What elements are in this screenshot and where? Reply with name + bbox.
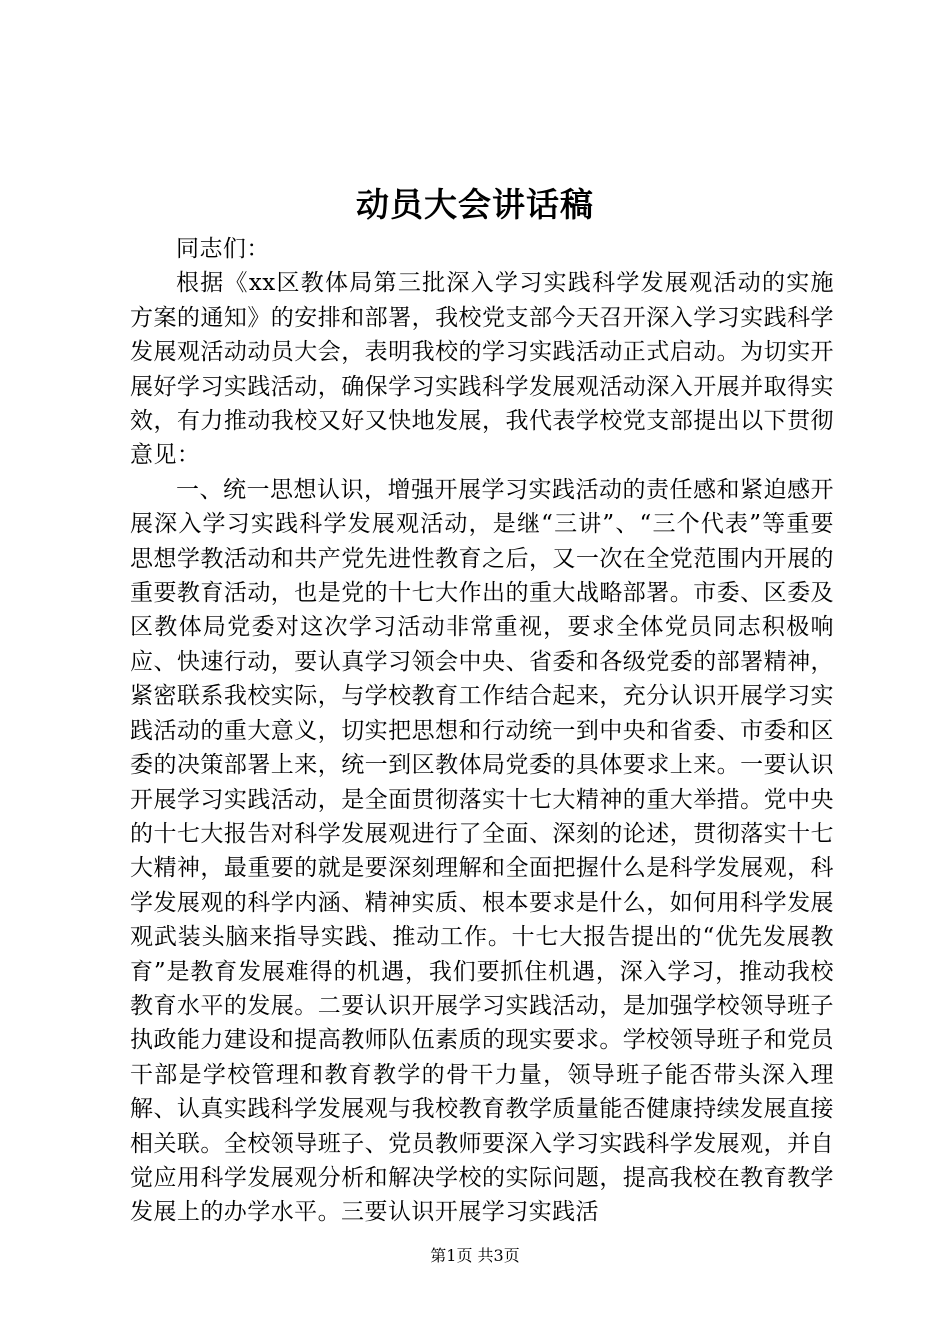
salutation-paragraph: 同志们： [176,236,270,262]
document-title: 动员大会讲话稿 [356,185,594,224]
document-body [130,232,834,1230]
intro-paragraph: 根据《xx区教体局第三批深入学习实践科学发展观活动的实施方案的通知》的安排和部署，我校党支部今天召开深入学习实践科学发展观活动动员大会，表明我校的学习实践活动正式启动。为切实开展好学习实践活动，确保学习实践科学发展观活动深入开展并取得实效，有力推动我校又好又快地发展，我代表学校党支部提出以下贯彻意见： [130,270,834,469]
page-footer: 第1页 共3页 [430,1246,520,1265]
section-one-paragraph: 一、统一思想认识，增强开展学习实践活动的责任感和紧迫感开展深入学习实践科学发展观活动，是继“三讲”、“三个代表”等重要思想学教活动和共产党先进性教育之后，又一次在全党范围内开展的重要教育活动，也是党的十七大作出的重大战略部署。市委、区委及区教体局党委对这次学习活动非常重视，要求全体党员同志积极响应、快速行动，要认真学习领会中央、省委和各级党委的部署精神，紧密联系我校实际，与学校教育工作结合起来，充分认识开展学习实践活动的重大意义，切实把思想和行动统一到中央和省委、市委和区委的决策部署上来，统一到区教体局党委的具体要求上来。一要认识开展学习实践活动，是全面贯彻落实十七大精神的重大举措。党中央的十七大报告对科学发展观进行了全面、深刻的论述，贯彻落实十七大精神，最重要的就是要深刻理解和全面把握什么是科学发展观，科学发展观的科学内涵、精神实质、根本要求是什么，如何用科学发展观武装头脑来指导实践、推动工作。十七大报告提出的“优先发展教育”是教育发展难得的机遇，我们要抓住机遇，深入学习，推动我校教育水平的发展。二要认识开展学习实践活动，是加强学校领导班子执政能力建设和提高教师队伍素质的现实要求。学校领导班子和党员干部是学校管理和教育教学的骨干力量，领导班子能否带头深入理解、认真实践科学发展观与我校教育教学质量能否健康持续发展直接相关联。全校领导班子、党员教师要深入学习实践科学发展观，并自觉应用科学发展观分析和解决学校的实际问题，提高我校在教育教学发展上的办学水平。三要认识开展学习实践活 [130,476,834,1226]
